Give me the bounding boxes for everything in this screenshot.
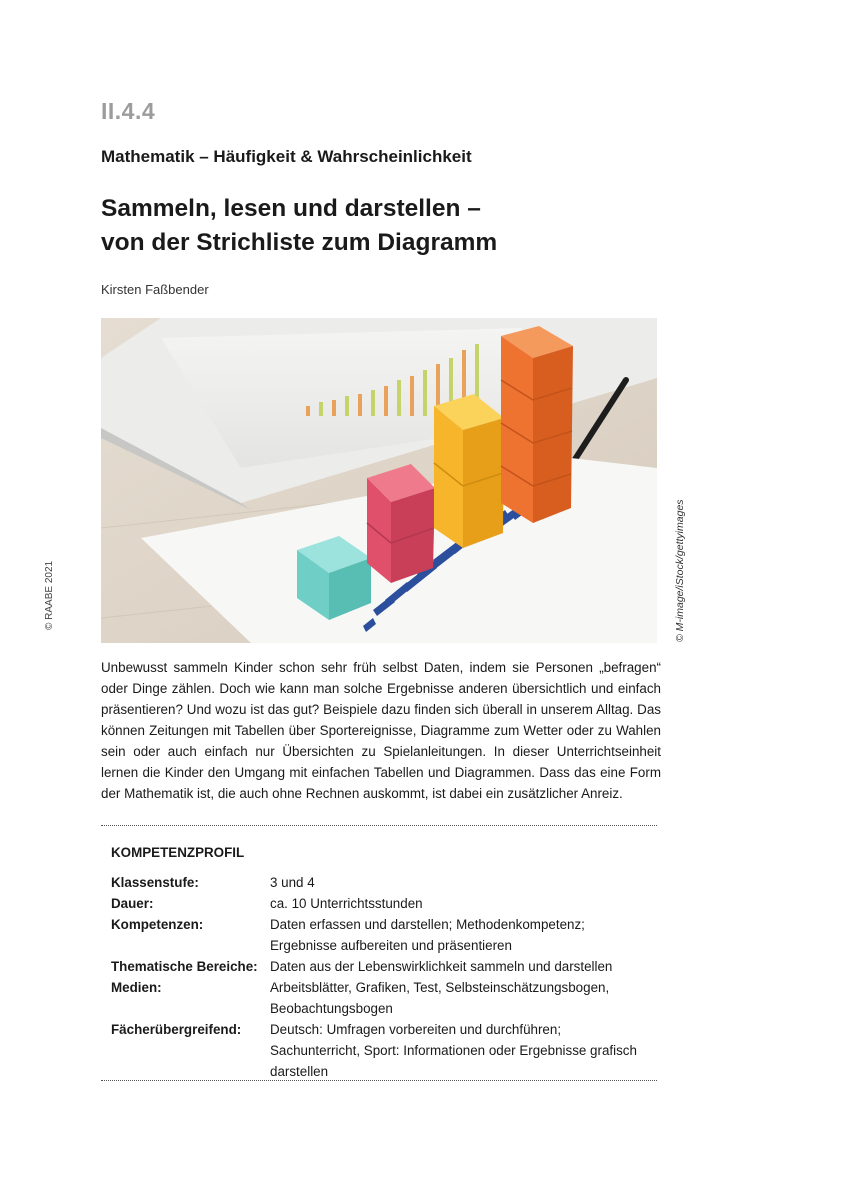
block-pink [367, 464, 435, 583]
profile-value: ca. 10 Unterrichtsstunden [270, 896, 423, 911]
profile-row [111, 977, 651, 1019]
profile-value: 3 und 4 [270, 875, 315, 890]
profile-value: Daten aus der Lebenswirklichkeit sammeln und darstellen [270, 959, 613, 974]
profile-row [111, 914, 651, 956]
competence-profile [111, 872, 651, 1082]
block-yellow [434, 394, 504, 548]
profile-label: Dauer: [111, 896, 154, 911]
profile-value: Deutsch: Umfragen vorbereiten und durchführen; Sachunterricht, Sport: Informationen oder Ergebnisse grafisch darstellen [270, 1022, 637, 1079]
author: Kirsten Faßbender [101, 282, 209, 297]
profile-label: Thematische Bereiche: [111, 959, 258, 974]
dotted-divider-top [101, 825, 657, 826]
profile-row [111, 872, 651, 893]
cover-photo [101, 318, 657, 643]
copyright-text: © RAABE 2021 [44, 560, 55, 630]
profile-row [111, 956, 651, 977]
profile-label: Medien: [111, 980, 162, 995]
profile-label: Fächerübergreifend: [111, 1022, 242, 1037]
profile-label: Klassenstufe: [111, 875, 199, 890]
block-orange [501, 326, 573, 523]
profile-value: Arbeitsblätter, Grafiken, Test, Selbsteinschätzungsbogen, Beobachtungsbogen [270, 980, 610, 1016]
profile-label: Kompetenzen: [111, 917, 204, 932]
photo-credit [660, 496, 686, 642]
title-line-2: von der Strichliste zum Diagramm [101, 229, 498, 256]
profile-heading: KOMPETENZPROFIL [111, 845, 245, 860]
section-code: II.4.4 [101, 98, 156, 124]
profile-row [111, 893, 651, 914]
dotted-divider-bottom [101, 1080, 657, 1081]
profile-row [111, 1019, 651, 1082]
page-title [101, 192, 497, 260]
subject-heading: Mathematik – Häufigkeit & Wahrscheinlichkeit [101, 147, 472, 166]
profile-value: Daten erfassen und darstellen; Methodenkompetenz; Ergebnisse aufbereiten und präsentieren [270, 917, 585, 953]
copyright-note [33, 558, 55, 630]
intro-paragraph: Unbewusst sammeln Kinder schon sehr früh selbst Daten, indem sie Personen „befragen“ oder Dinge zählen. Doch wie kann man solche Ergebnisse anderen übersichtlich und einfach präsentieren? Und wozu ist das gut? Beispiele dazu finden sich überall in unserem Alltag. Das können Zeitungen mit Tabellen über Sportereignisse, Diagramme zum Wetter oder zu Wahlen sein oder auch einfach nur Übersichten zu Spielanleitungen. In dieser Unterrichtseinheit lernen die Kinder den Umgang mit einfachen Tabellen und Diagrammen. Dass das eine Form der Mathematik ist, die auch ohne Rechnen auskommt, ist dabei ein zusätzlicher Anreiz. [101, 660, 661, 801]
photo-credit-text: © M-image/iStock/gettyimages [674, 499, 686, 642]
title-line-1: Sammeln, lesen und darstellen – [101, 195, 481, 222]
